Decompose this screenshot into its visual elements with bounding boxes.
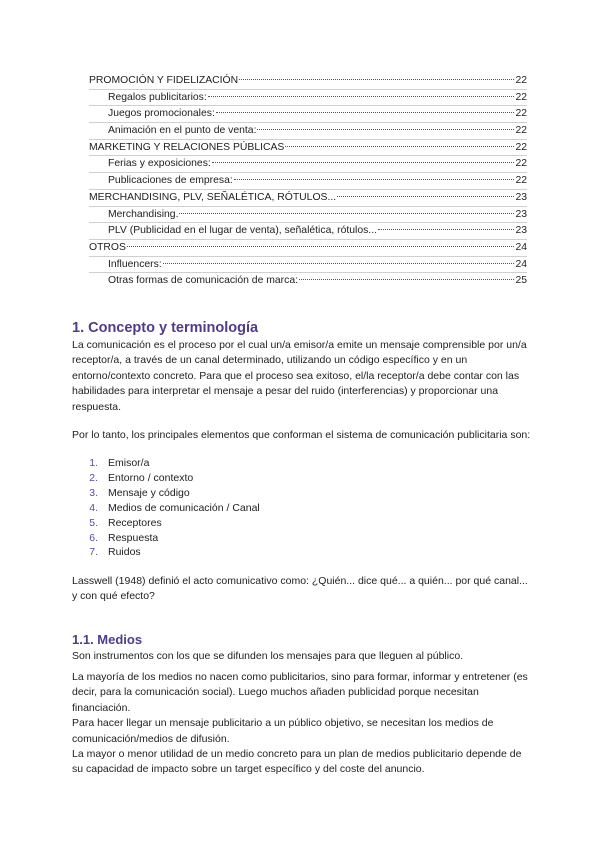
toc-leader-dots (212, 162, 515, 163)
toc-leader-dots (239, 79, 514, 80)
toc-entry-title: Ferias y exposiciones: (108, 158, 211, 170)
list-item: 1. Emisor/a (89, 457, 150, 469)
toc-leader-dots (208, 96, 515, 97)
toc-entry[interactable] (89, 257, 527, 273)
paragraph-definition: La comunicación es el proceso por el cual un/a emisor/a emite un mensaje comprensible por un/a receptor/a, a través de un canal determinado, utilizando un código específico y en un entorno/contexto concreto. Para que el proceso sea exitoso, el/la receptor/a debe contar con las habilidades para interpretar el mensaje a pesar del ruido (interferencias) y proporcionar una respuesta. (72, 339, 527, 413)
paragraph-lasswell: Lasswell (1948) definió el acto comunicativo como: ¿Quién... dice qué... a quién... por qué canal... y con qué efecto? (72, 575, 528, 603)
toc-entry[interactable] (89, 123, 527, 139)
toc-leader-dots (216, 112, 515, 113)
toc-entry-page: 23 (515, 191, 527, 203)
toc-leader-dots (163, 263, 515, 264)
toc-entry-page: 22 (515, 108, 527, 120)
paragraph-medios-details (72, 670, 532, 778)
section-heading-concepto: 1. Concepto y terminología (72, 320, 259, 336)
toc-entry-page: 24 (515, 241, 527, 253)
toc-entry-title: Otras formas de comunicación de marca: (108, 275, 298, 287)
toc-leader-dots (127, 246, 514, 247)
toc-entry-title: Merchandising. (108, 208, 179, 220)
toc-entry[interactable] (89, 106, 527, 122)
toc-entry-page: 25 (515, 275, 527, 287)
toc-entry-title: PROMOCIÓN Y FIDELIZACIÓN (89, 75, 239, 86)
toc-entry[interactable] (89, 207, 527, 223)
toc-entry-page: 22 (515, 91, 527, 103)
section-heading-medios: 1.1. Medios (72, 632, 143, 647)
table-of-contents (89, 73, 527, 289)
toc-entry-title: PLV (Publicidad en el lugar de venta), señalética, rótulos... (108, 225, 377, 237)
toc-entry-title: Juegos promocionales: (108, 108, 215, 120)
list-item: 3. Mensaje y código (89, 486, 190, 499)
toc-leader-dots (234, 179, 515, 180)
toc-entry-page: 23 (515, 208, 527, 220)
elements-list (72, 456, 532, 560)
toc-entry[interactable] (89, 273, 527, 289)
toc-entry-title: Animación en el punto de venta: (108, 125, 257, 137)
toc-entry-title: Influencers: (108, 258, 162, 270)
list-item: 4. Medios de comunicación / Canal (89, 501, 260, 514)
paragraph-medios-origin: La mayoría de los medios no nacen como publicitarios, sino para formar, informar y entretener (es decir, para la comunicación social). Luego muchos añaden publicidad porque necesitan financiación. (72, 671, 528, 714)
paragraph-elements-intro: Por lo tanto, los principales elementos que conforman el sistema de comunicación publicitaria son: (72, 429, 531, 441)
list-item: 6. Respuesta (89, 531, 159, 544)
toc-entry-title: MARKETING Y RELACIONES PÚBLICAS (89, 141, 285, 153)
toc-entry-title: Publicaciones de empresa: (108, 175, 233, 187)
toc-entry-page: 22 (515, 175, 527, 187)
toc-entry-page: 23 (515, 225, 527, 237)
toc-entry[interactable] (89, 156, 527, 172)
toc-entry[interactable] (89, 190, 527, 206)
toc-leader-dots (179, 213, 514, 214)
toc-entry-page: 24 (515, 258, 527, 270)
toc-entry-page: 22 (515, 158, 527, 170)
toc-entry-title: OTROS (89, 241, 126, 253)
paragraph-medios-definition: Son instrumentos con los que se difunden los mensajes para que lleguen al público. (72, 650, 464, 662)
paragraph-medios-difusion: Para hacer llegar un mensaje publicitario a un público objetivo, se necesitan los medios de comunicación/medios de difusión. (72, 717, 494, 745)
paragraph-medios-utility: La mayor o menor utilidad de un medio concreto para un plan de medios publicitario depende de su capacidad de impacto sobre un target específico y del coste del anuncio. (72, 748, 522, 776)
toc-entry-page: 22 (515, 125, 527, 137)
toc-entry[interactable] (89, 90, 527, 106)
toc-leader-dots (257, 129, 514, 130)
toc-entry[interactable] (89, 73, 527, 89)
toc-entry-page: 22 (515, 75, 527, 86)
toc-leader-dots (378, 229, 514, 230)
toc-entry[interactable] (89, 223, 527, 239)
list-item: 7. Ruidos (89, 546, 141, 559)
toc-leader-dots (299, 279, 514, 280)
toc-entry-title: MERCHANDISING, PLV, SEÑALÉTICA, RÓTULOS... (89, 191, 337, 203)
list-item: 5. Receptores (89, 516, 162, 529)
toc-entry[interactable] (89, 140, 527, 156)
toc-entry[interactable] (89, 240, 527, 256)
toc-leader-dots (337, 196, 514, 197)
toc-entry-title: Regalos publicitarios: (108, 91, 207, 103)
toc-entry[interactable] (89, 173, 527, 189)
toc-entry-page: 22 (515, 141, 527, 153)
list-item: 2. Entorno / contexto (89, 471, 194, 484)
toc-leader-dots (285, 146, 514, 147)
